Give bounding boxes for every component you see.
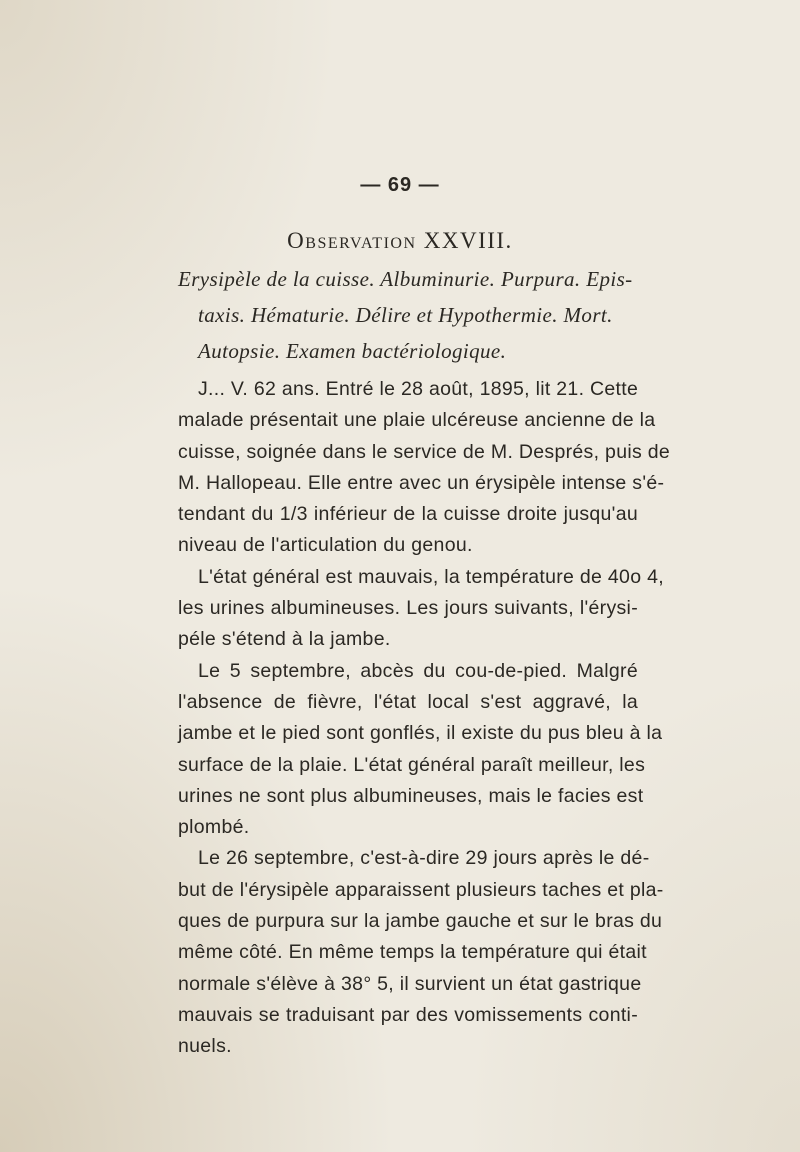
paragraph xyxy=(178,374,671,562)
text-line: J... V. 62 ans. Entré le 28 août, 1895, lit 21. Cette xyxy=(198,378,639,400)
text-line: niveau de l'articulation du genou. xyxy=(178,534,473,557)
text-line: M. Hallopeau. Elle entre avec un érysipèle intense s'é- xyxy=(178,471,665,494)
text-line: l'absence de fièvre, l'état local s'est aggravé, la xyxy=(178,690,638,713)
text-line: surface de la plaie. L'état général paraît meilleur, les xyxy=(178,753,646,776)
text-line: péle s'étend à la jambe. xyxy=(178,628,391,651)
text-line: Le 5 septembre, abcès du cou-de-pied. Malgré xyxy=(198,659,638,682)
observation-title: Observation XXVIII. xyxy=(287,228,513,253)
text-line: plombé. xyxy=(178,816,250,839)
page-number: — 69 — xyxy=(360,174,440,196)
text-line: tendant du 1/3 inférieur de la cuisse droite jusqu'au xyxy=(178,503,638,526)
text-line: cuisse, soignée dans le service de M. Després, puis de xyxy=(178,440,671,463)
text-line: L'état général est mauvais, la température de 40o 4, xyxy=(198,565,664,588)
text-line: même côté. En même temps la température qui était xyxy=(178,941,647,964)
text-line: Le 26 septembre, c'est-à-dire 29 jours après le dé- xyxy=(198,847,650,870)
text-line: normale s'élève à 38° 5, il survient un état gastrique xyxy=(178,972,642,995)
observation-body xyxy=(178,374,671,1063)
observation-summary xyxy=(178,261,638,369)
text-line: ques de purpura sur la jambe gauche et sur le bras du xyxy=(178,910,663,933)
summary-line: Autopsie. Examen bactériologique. xyxy=(198,339,507,363)
summary-line: taxis. Hématurie. Délire et Hypothermie. Mort. xyxy=(198,303,613,327)
text-line: urines ne sont plus albumineuses, mais le facies est xyxy=(178,784,644,807)
text-line: malade présentait une plaie ulcéreuse ancienne de la xyxy=(178,409,656,432)
paragraph xyxy=(178,562,664,656)
paragraph xyxy=(178,843,664,1062)
text-line: mauvais se traduisant par des vomissements conti- xyxy=(178,1003,638,1026)
text-line: nuels. xyxy=(178,1035,232,1058)
text-line: les urines albumineuses. Les jours suivants, l'érysi- xyxy=(178,597,638,620)
text-line: but de l'érysipèle apparaissent plusieurs taches et pla- xyxy=(178,878,664,901)
text-line: jambe et le pied sont gonflés, il existe du pus bleu à la xyxy=(178,722,663,745)
summary-line: Erysipèle de la cuisse. Albuminurie. Purpura. Epis- xyxy=(178,267,633,291)
paragraph xyxy=(178,656,663,844)
